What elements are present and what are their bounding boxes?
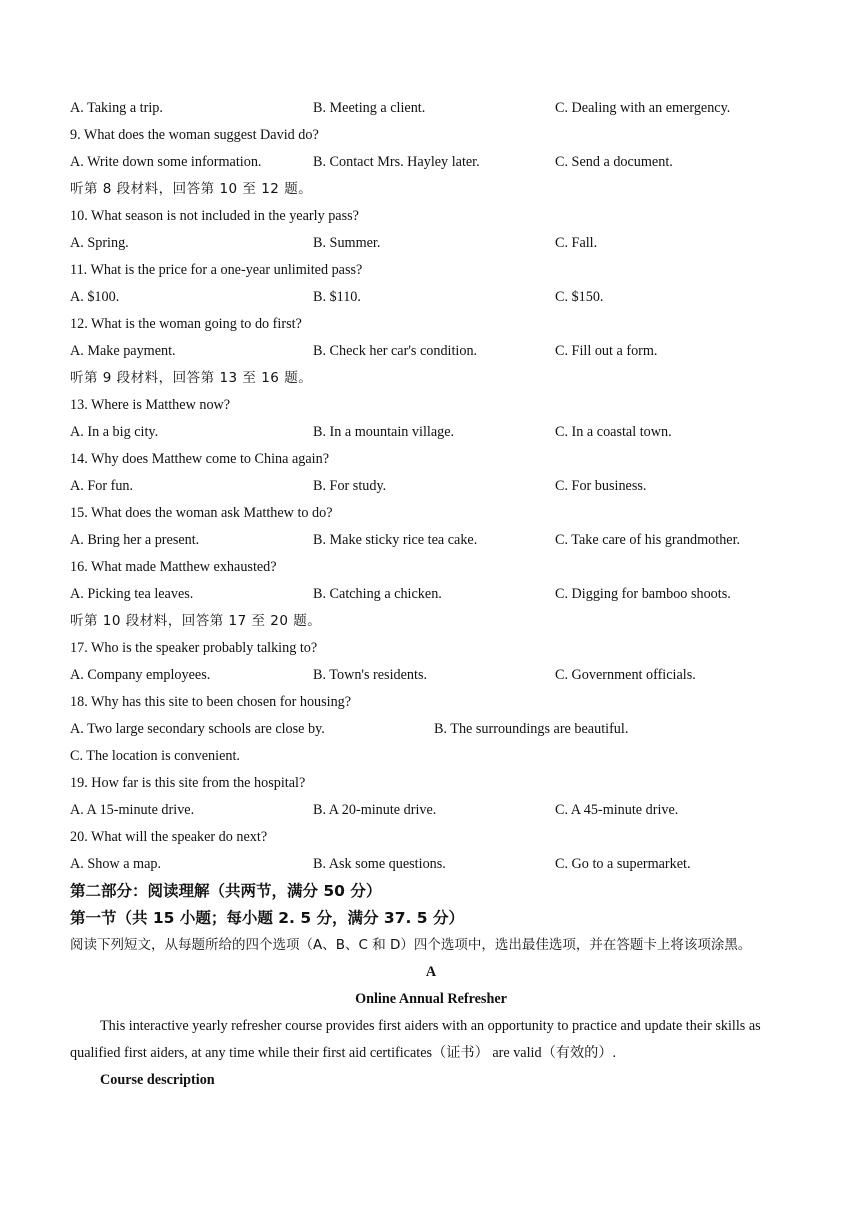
q14-option-b: B. For study.	[313, 478, 387, 494]
reading-instructions: 阅读下列短文，从每题所给的四个选项（A、B、C 和 D）四个选项中，选出最佳选项，并在答题卡上将该项涂黑。	[70, 937, 752, 953]
q20-option-c: C. Go to a supermarket.	[555, 856, 691, 872]
q18-question	[70, 689, 792, 716]
question-text: 14. Why does Matthew come to China again?	[70, 451, 329, 467]
q19-option-b: B. A 20-minute drive.	[313, 802, 437, 818]
section-1-heading: 第一节（共 15 小题；每小题 2. 5 分，满分 37. 5 分）	[70, 909, 464, 927]
q20-options	[70, 851, 792, 878]
q17-option-c: C. Government officials.	[555, 667, 696, 683]
q8-option-b: B. Meeting a client.	[313, 100, 426, 116]
q16-options	[70, 581, 792, 608]
section-10-instruction: 听第 10 段材料，回答第 17 至 20 题。	[70, 613, 322, 629]
question-text: 16. What made Matthew exhausted?	[70, 559, 277, 575]
q18-option-a: A. Two large secondary schools are close by.	[70, 721, 325, 737]
q15-option-a: A. Bring her a present.	[70, 532, 200, 548]
question-text: 15. What does the woman ask Matthew to do?	[70, 505, 333, 521]
passage-paragraph: This interactive yearly refresher course provides first aiders with an opportunity to practice and update their skills as qualified first aiders, at any time while their first aid certificates（证书） are valid（有效的）.	[70, 1018, 761, 1061]
q8-option-a: A. Taking a trip.	[70, 100, 163, 116]
q15-option-b: B. Make sticky rice tea cake.	[313, 532, 478, 548]
q17-question	[70, 635, 792, 662]
q18-options-c	[70, 743, 792, 770]
q18-options-ab	[70, 716, 792, 743]
q10-option-b: B. Summer.	[313, 235, 381, 251]
q15-option-c: C. Take care of his grandmother.	[555, 532, 741, 548]
q19-options	[70, 797, 792, 824]
q18-option-c: C. The location is convenient.	[70, 748, 240, 764]
q11-option-c: C. $150.	[555, 289, 604, 305]
q12-question	[70, 311, 792, 338]
q10-options	[70, 230, 792, 257]
q15-question	[70, 500, 792, 527]
passage-title: Online Annual Refresher	[355, 991, 507, 1007]
q13-question	[70, 392, 792, 419]
q14-option-c: C. For business.	[555, 478, 647, 494]
q9-options	[70, 149, 792, 176]
q13-option-b: B. In a mountain village.	[313, 424, 455, 440]
part-2-heading: 第二部分：阅读理解（共两节，满分 50 分）	[70, 882, 382, 900]
q20-option-b: B. Ask some questions.	[313, 856, 446, 872]
q13-option-a: A. In a big city.	[70, 424, 159, 440]
q16-option-a: A. Picking tea leaves.	[70, 586, 194, 602]
q11-option-a: A. $100.	[70, 289, 120, 305]
q16-option-b: B. Catching a chicken.	[313, 586, 442, 602]
q14-question	[70, 446, 792, 473]
q17-options	[70, 662, 792, 689]
q16-option-c: C. Digging for bamboo shoots.	[555, 586, 731, 602]
q9-option-b: B. Contact Mrs. Hayley later.	[313, 154, 480, 170]
section-9-instruction: 听第 9 段材料，回答第 13 至 16 题。	[70, 370, 313, 386]
question-text: 11. What is the price for a one-year unlimited pass?	[70, 262, 363, 278]
q9-option-a: A. Write down some information.	[70, 154, 262, 170]
q12-option-b: B. Check her car's condition.	[313, 343, 478, 359]
question-text: 17. Who is the speaker probably talking to?	[70, 640, 318, 656]
q13-option-c: C. In a coastal town.	[555, 424, 672, 440]
q14-options	[70, 473, 792, 500]
q15-options	[70, 527, 792, 554]
passage-letter: A	[425, 964, 437, 980]
page-content	[70, 95, 792, 1094]
q20-option-a: A. Show a map.	[70, 856, 162, 872]
q16-question	[70, 554, 792, 581]
course-description-heading: Course description	[100, 1072, 215, 1088]
question-text: 18. Why has this site to been chosen for housing?	[70, 694, 352, 710]
q19-option-c: C. A 45-minute drive.	[555, 802, 679, 818]
q11-options	[70, 284, 792, 311]
question-text: 12. What is the woman going to do first?	[70, 316, 302, 332]
q11-option-b: B. $110.	[313, 289, 361, 305]
question-text: 13. Where is Matthew now?	[70, 397, 231, 413]
q12-options	[70, 338, 792, 365]
q19-question	[70, 770, 792, 797]
q17-option-b: B. Town's residents.	[313, 667, 428, 683]
q10-question	[70, 203, 792, 230]
q19-option-a: A. A 15-minute drive.	[70, 802, 195, 818]
q10-option-a: A. Spring.	[70, 235, 129, 251]
section-8-instruction: 听第 8 段材料，回答第 10 至 12 题。	[70, 181, 313, 197]
question-text: 10. What season is not included in the yearly pass?	[70, 208, 359, 224]
q10-option-c: C. Fall.	[555, 235, 598, 251]
question-text: 19. How far is this site from the hospital?	[70, 775, 306, 791]
q17-option-a: A. Company employees.	[70, 667, 211, 683]
q9-option-c: C. Send a document.	[555, 154, 673, 170]
question-text: 20. What will the speaker do next?	[70, 829, 268, 845]
q8-options	[70, 95, 792, 122]
q11-question	[70, 257, 792, 284]
question-text: 9. What does the woman suggest David do?	[70, 127, 319, 143]
q8-option-c: C. Dealing with an emergency.	[555, 100, 731, 116]
q20-question	[70, 824, 792, 851]
q12-option-c: C. Fill out a form.	[555, 343, 658, 359]
q13-options	[70, 419, 792, 446]
q12-option-a: A. Make payment.	[70, 343, 176, 359]
q14-option-a: A. For fun.	[70, 478, 134, 494]
q9-question	[70, 122, 792, 149]
q18-option-b: B. The surroundings are beautiful.	[434, 721, 629, 737]
